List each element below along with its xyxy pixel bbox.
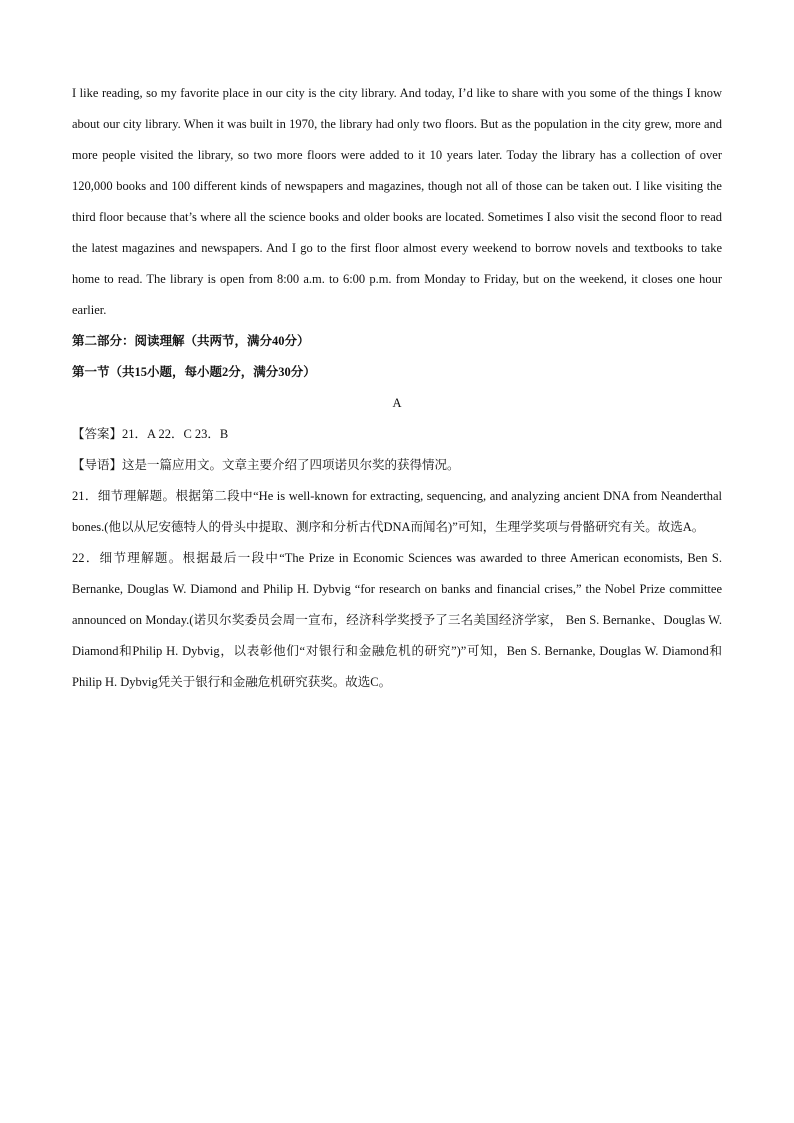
question-21-explanation: 21．细节理解题。根据第二段中“He is well-known for extracting, sequencing, and analyzing ancient DNA from Neanderthal bones.(他以从尼安德特人的骨头中提取、测序和分析古代DNA而闻名)”可知，生理学奖项与骨骼研究有关。故选A。 [72, 489, 722, 534]
document-page [72, 78, 722, 698]
passage-paragraph: I like reading, so my favorite place in our city is the city library. And today, I’d like to share with you some of the things I know about our city library. When it was built in 1970, the library had only two floors. But as the population in the city grew, more and more people visited the library, so two more floors were added to it 10 years later. Today the library has a collection of over 120,000 books and 100 different kinds of newspapers and magazines, though not all of those can be taken out. I like visiting the third floor because that’s where all the science books and older books are located. Sometimes I also visit the second floor to read the latest magazines and newspapers. And I go to the first floor almost every weekend to borrow novels and textbooks to take home to read. The library is open from 8:00 a.m. to 6:00 p.m. from Monday to Friday, but on the weekend, it closes one hour earlier. [72, 86, 722, 317]
passage-label: A [392, 396, 402, 410]
answer-line: 【答案】21．A 22．C 23．B [72, 427, 229, 441]
question-22-explanation: 22．细节理解题。根据最后一段中“The Prize in Economic Sciences was awarded to three American economists, Ben S. Bernanke, Douglas W. Diamond and Philip H. Dybvig “for research on banks and financial crises,” the Nobel Prize committee announced on Monday.(诺贝尔奖委员会周一宣布，经济科学奖授予了三名美国经济学家， Ben S. Bernanke、Douglas W. Diamond和Philip H. Dybvig，以表彰他们“对银行和金融危机的研究”)”可知，Ben S. Bernanke, Douglas W. Diamond和Philip H. Dybvig凭关于银行和金融危机研究获奖。故选C。 [72, 551, 722, 689]
subsection-heading: 第一节（共15小题，每小题2分，满分30分） [72, 365, 316, 379]
guide-line: 【导语】这是一篇应用文。文章主要介绍了四项诺贝尔奖的获得情况。 [72, 458, 460, 472]
part-heading: 第二部分：阅读理解（共两节，满分40分） [72, 334, 310, 348]
